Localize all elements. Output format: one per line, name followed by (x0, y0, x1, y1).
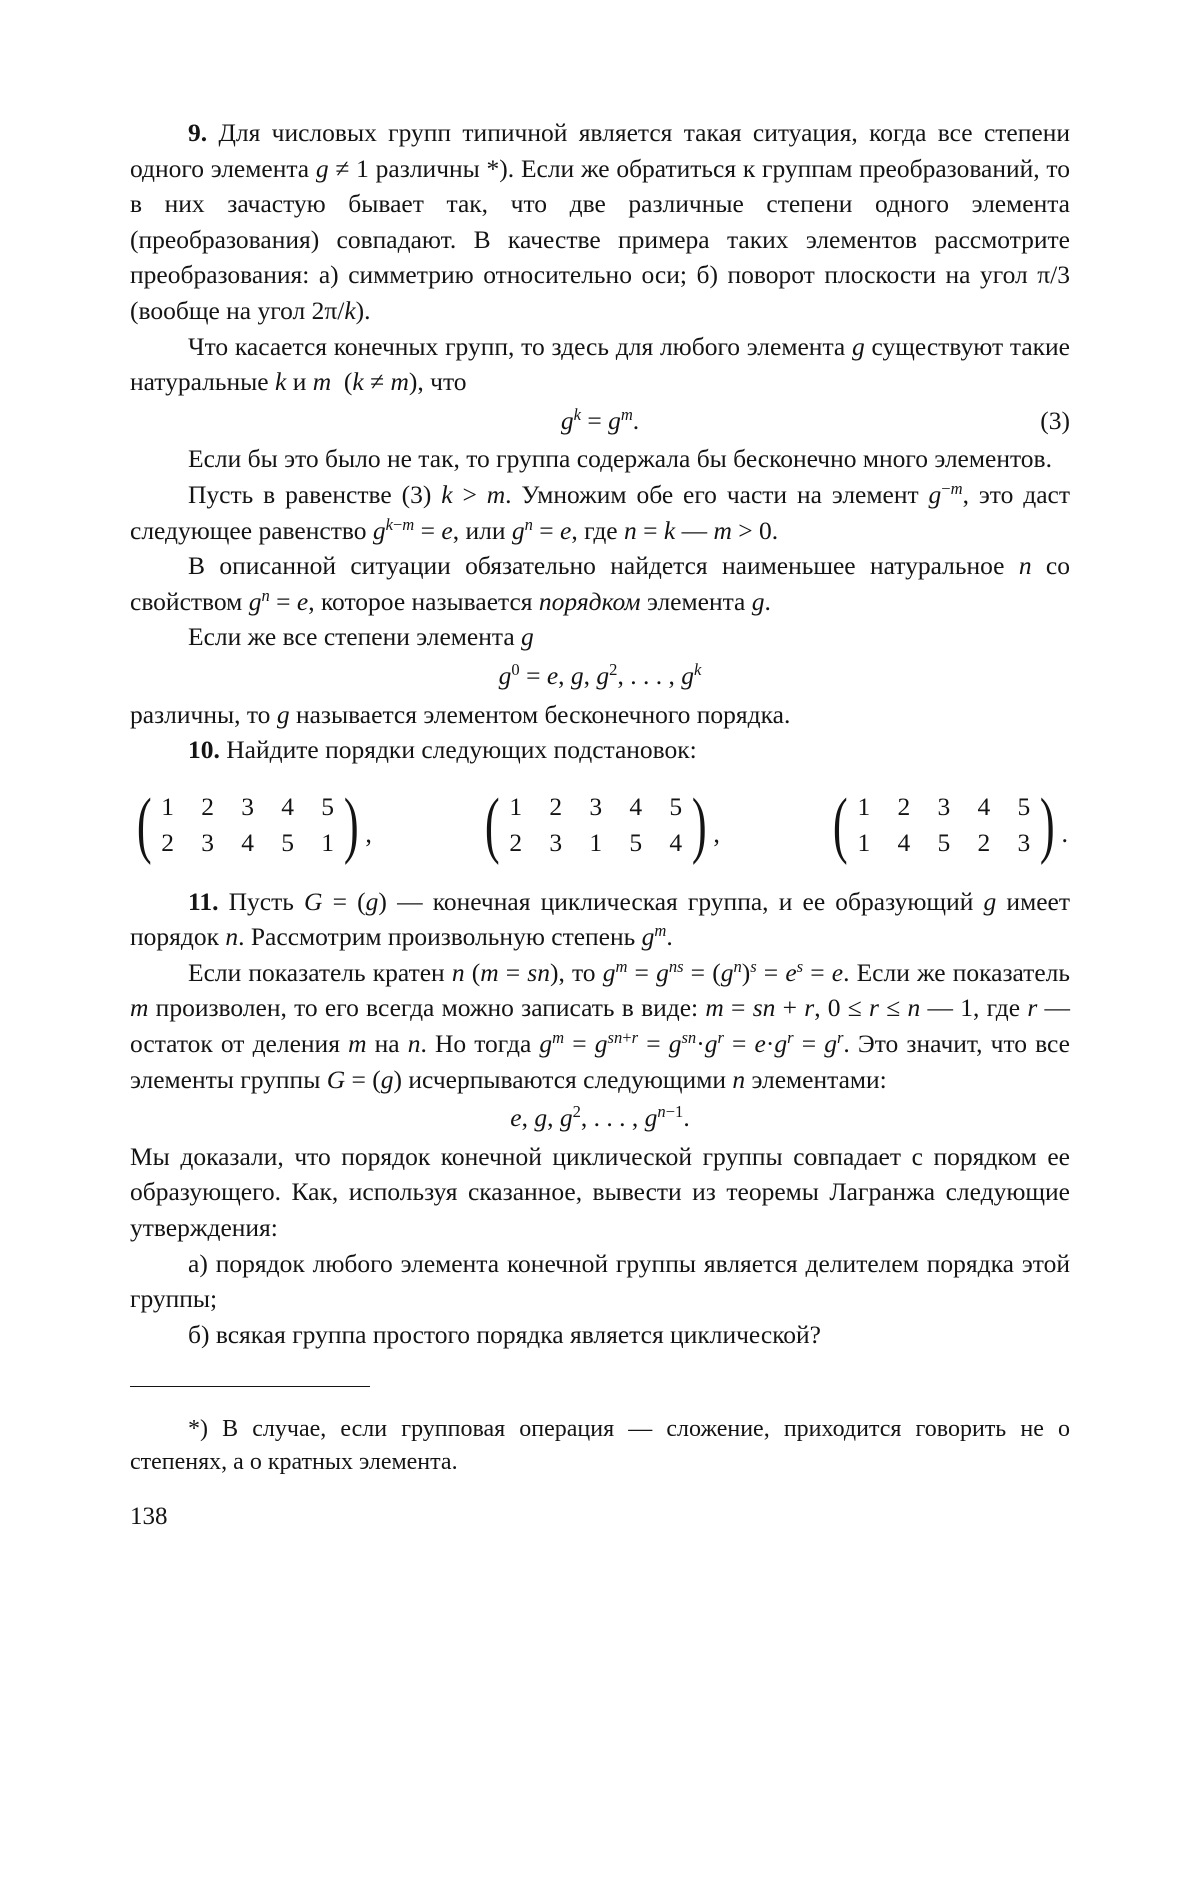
equation-3: $g^k = g^m$. (3) (130, 403, 1070, 439)
perm-punct: , (365, 819, 372, 849)
perm-cell: 5 (321, 791, 335, 821)
paragraph-problem-10: 10. Найдите порядки следующих подстановок: (188, 735, 697, 765)
footnote: *) В случае, если групповая операция — сложение, приходится говорить не о степенях, а о кратных элемента. (130, 1416, 1070, 1476)
perm-cell: 5 (1017, 791, 1031, 821)
permutation-1: ( 1 2 3 4 5 2 3 4 5 1 ) , (136, 783, 372, 866)
perm-cell: 1 (509, 791, 523, 821)
perm-cell: 1 (589, 827, 603, 857)
perm-cell: 2 (977, 827, 991, 857)
perm-cell: 2 (549, 791, 563, 821)
perm-cell: 3 (937, 791, 951, 821)
perm-cell: 1 (161, 791, 175, 821)
equation-number: (3) (1040, 405, 1070, 435)
paragraph-problem-11: 11. Пусть G = (g) — конечная циклическая группа, и ее образующий g имеет порядок n. Рассмотрим произвольную степень $g^m$. (130, 886, 1070, 952)
perm-punct: . (1061, 819, 1068, 849)
perm-cell: 2 (897, 791, 911, 821)
paragraph-finite-groups: Что касается конечных групп, то здесь для любого элемента g существуют такие натуральные k и m (k ≠ m), что (130, 331, 1070, 397)
perm-cell: 4 (241, 827, 255, 857)
paragraph-problem-9: 9. Для числовых групп типичной является такая ситуация, когда все степени одного элемента g ≠ 1 различны *). Если же обратиться к группам преобразований, то в них зачастую бывает так, что две различные степени одного элемента (преобразования) совпадают. В качестве примера таких элементов рассмотрите преобразования: а) симметрию относительно оси; б) поворот плоскости на угол π/3 (вообще на угол 2π/k). (130, 118, 1070, 325)
perm-cell: 5 (669, 791, 683, 821)
paragraph-statement-b: б) всякая группа простого порядка является циклической? (188, 1319, 822, 1349)
perm-cell: 5 (629, 827, 643, 857)
book-page (130, 115, 1070, 1535)
perm-cell: 3 (201, 827, 215, 857)
perm-cell: 4 (977, 791, 991, 821)
perm-cell: 1 (321, 827, 335, 857)
perm-cell: 1 (857, 827, 871, 857)
perm-cell: 2 (161, 827, 175, 857)
paragraph-infinite-order: различны, то g называется элементом бесконечного порядка. (130, 699, 791, 729)
equation-powers: $g^0 = e$, g, $g^2$, . . . , $g^k$ (498, 659, 702, 690)
perm-punct: , (713, 819, 720, 849)
perm-cell: 2 (509, 827, 523, 857)
permutation-3: ( 1 2 3 4 5 1 4 5 2 3 ) . (833, 783, 1068, 866)
perm-cell: 5 (937, 827, 951, 857)
perm-cell: 4 (897, 827, 911, 857)
equation-elements: e, g, $g^2$, . . . , $g^{n-1}$. (510, 1102, 690, 1133)
perm-cell: 3 (241, 791, 255, 821)
perm-cell: 2 (201, 791, 215, 821)
permutation-2: ( 1 2 3 4 5 2 3 1 5 4 ) , (485, 783, 720, 866)
perm-cell: 4 (669, 827, 683, 857)
paragraph-otherwise: Если бы это было не так, то группа содержала бы бесконечно много элементов. (188, 444, 1052, 474)
paragraph-order-definition: В описанной ситуации обязательно найдется наименьшее натуральное n со свойством $g^n = e$, которое называется порядком элемента g. (130, 551, 1070, 616)
footnote-divider (130, 1386, 370, 1387)
paragraph-exponent: Если показатель кратен n (m = sn), то $g^m = g^{ns} = (g^n)^s = e^s = e$. Если же показатель m произволен, то его всегда можно записать в виде: m = sn + r, 0 ≤ r ≤ n — 1, где r — остаток от деления m на n. Но тогда $g^m = g^{sn+r} = g^{sn}\cdot g^r = e\cdot g^r = g^r$. Это значит, что все элементы группы G = (g) исчерпываются следующими n элементами: (130, 956, 1070, 1094)
perm-cell: 1 (857, 791, 871, 821)
paragraph-all-powers: Если же все степени элемента g (188, 622, 534, 652)
perm-cell: 4 (281, 791, 295, 821)
paragraph-statement-a: а) порядок любого элемента конечной группы является делителем порядка этой группы; (130, 1248, 1070, 1314)
permutations-row (130, 783, 1070, 866)
perm-cell: 5 (281, 827, 295, 857)
paragraph-let-k-gt-m: Пусть в равенстве (3) k > m. Умножим обе его части на элемент $g^{-m}$, это даст следующее равенство $g^{k-m} = e$, или $g^n = e$, где n = k — m > 0. (130, 478, 1071, 545)
perm-cell: 3 (549, 827, 563, 857)
perm-cell: 3 (1017, 827, 1031, 857)
perm-cell: 3 (589, 791, 603, 821)
paragraph-proved: Мы доказали, что порядок конечной циклической группы совпадает с порядком ее образующего. Как, используя сказанное, вывести из теоремы Лагранжа следующие утверждения: (130, 1141, 1070, 1243)
perm-cell: 4 (629, 791, 643, 821)
page-number: 138 (130, 1503, 168, 1531)
